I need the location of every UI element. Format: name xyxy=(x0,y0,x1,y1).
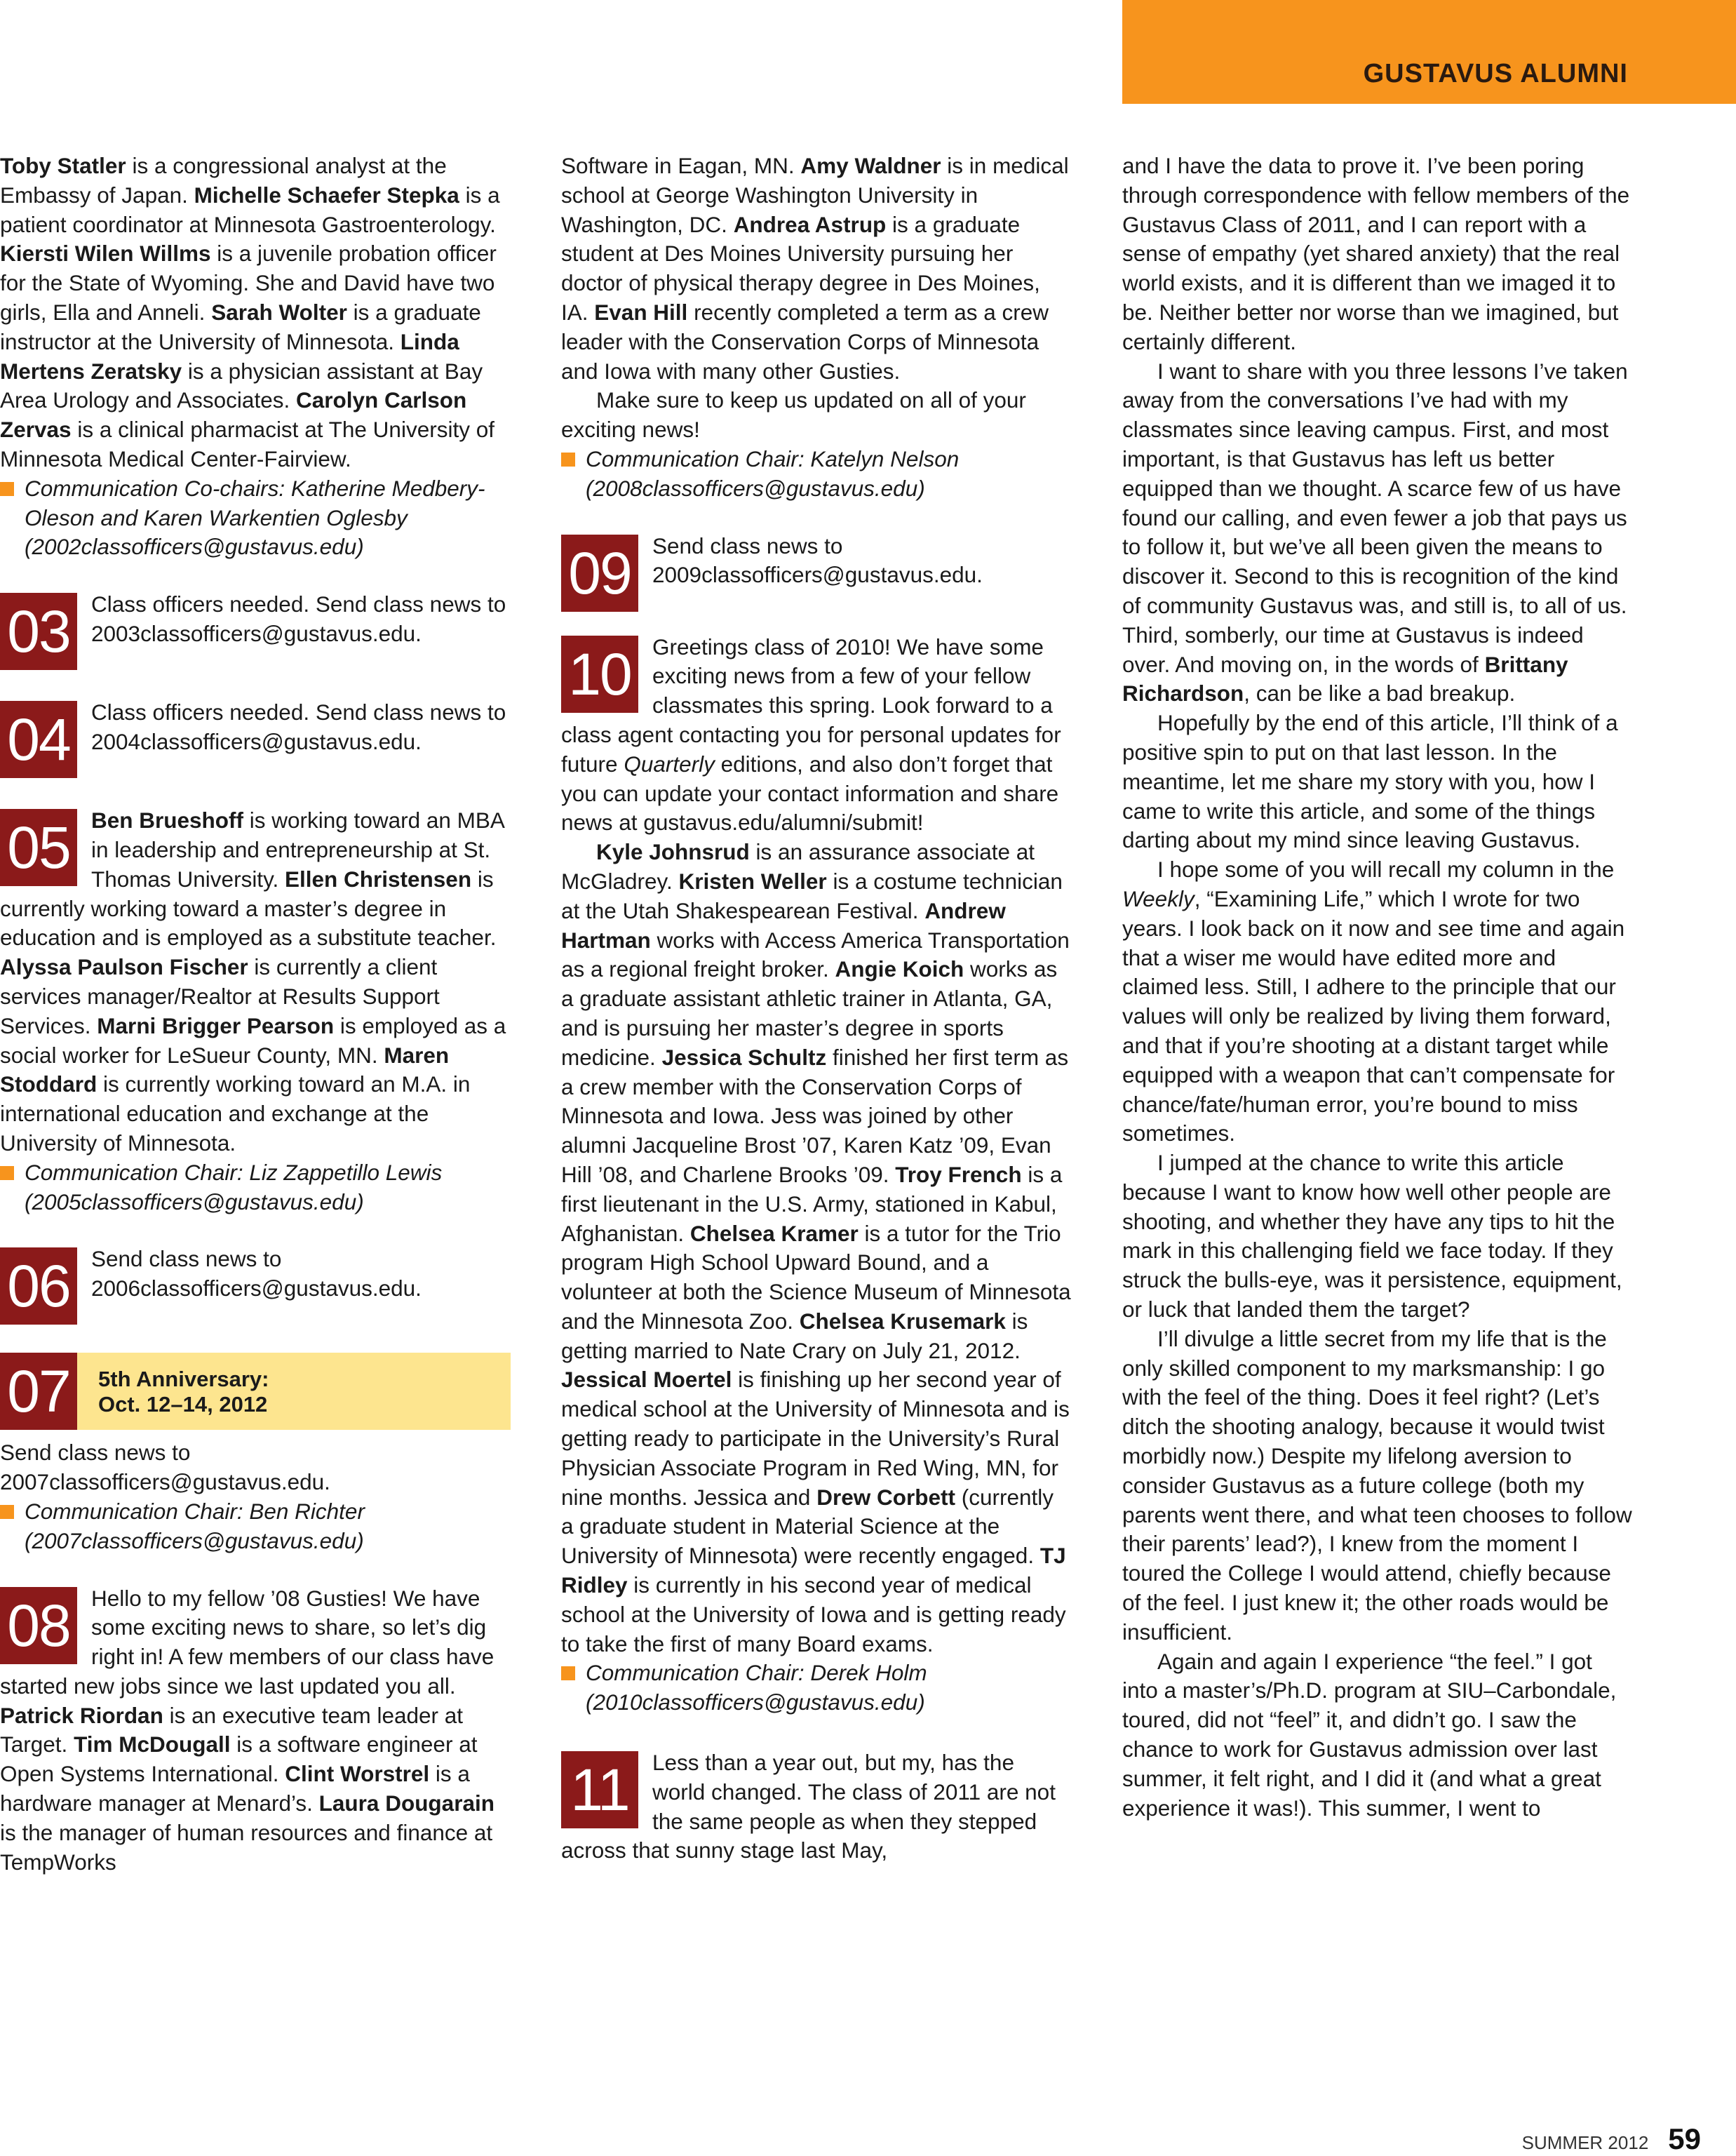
alumni-name: Ellen Christensen xyxy=(284,866,472,892)
body-text: works as a graduate assistant athletic trainer in Atlanta, GA, and is pursuing her master’s degree in sports medicine. xyxy=(561,956,1058,1070)
body-text: Weekly xyxy=(1122,885,1195,911)
communication-chair-2010: Communication Chair: Derek Holm (2010classofficers@gustavus.edu) xyxy=(561,1659,1072,1718)
body-text: is a hardware manager at Menard’s. xyxy=(0,1761,470,1816)
body-text: is currently working toward a master’s degree in education and is employed as a substitute teacher. xyxy=(0,866,497,951)
body-text: Hopefully by the end of this article, I’ll think of a positive spin to put on that last lesson. In the meantime, let me share my story with you, how I came to write this article, and some of the things darting about my mind since leaving Gustavus. xyxy=(1122,710,1618,853)
alumni-name: Andrea Astrup xyxy=(733,211,887,237)
year-badge-06: 06 xyxy=(0,1247,77,1325)
body-text: is a physician assistant at Bay Area Urology and Associates. xyxy=(0,358,483,413)
section-banner xyxy=(1122,0,1736,104)
body-text: I jumped at the chance to write this article because I want to know how well other people are shooting, and whether they have any tips to hit the mark in this challenging field we face today. If they struck the bulls-eye, was it persistence, equipment, or luck that landed them the target? xyxy=(1122,1150,1622,1323)
alumni-name: Drew Corbett xyxy=(816,1484,955,1510)
body-text: is a costume technician at the Utah Shakespearean Festival. xyxy=(561,868,1063,923)
alumni-name: Kristen Weller xyxy=(678,868,827,894)
class-2006-block xyxy=(0,1245,511,1325)
alumni-name: Marni Brigger Pearson xyxy=(97,1012,335,1038)
article-paragraph-2 xyxy=(1122,357,1633,709)
bullet-square-icon xyxy=(0,482,14,496)
year-badge-07: 07 xyxy=(0,1353,77,1430)
year-badge-10: 10 xyxy=(561,636,638,713)
class-2007-text: Send class news to 2007classofficers@gustavus.edu. xyxy=(0,1440,330,1495)
body-text: Greetings class of 2010! We have some exciting news from a few of your fellow classmates this spring. Look forward to a class agent contacting you for personal updates for future xyxy=(561,634,1061,777)
body-text: is a juvenile probation officer for the State of Wyoming. She and David have two girls, Ella and Anneli. xyxy=(0,241,497,325)
class-2010-block xyxy=(561,633,1072,838)
class-2006-text: Send class news to 2006classofficers@gustavus.edu. xyxy=(91,1246,422,1301)
class-2003-text: Class officers needed. Send class news to 2003classofficers@gustavus.edu. xyxy=(91,591,506,646)
body-text: is in medical school at George Washington University in Washington, DC. xyxy=(561,153,1069,237)
body-text: is a software engineer at Open Systems International. xyxy=(0,1732,478,1787)
year-badge-08: 08 xyxy=(0,1587,77,1664)
alumni-name: Chelsea Krusemark xyxy=(799,1308,1006,1334)
class-2008-closing: Make sure to keep us updated on all of your exciting news! xyxy=(561,387,1026,443)
alumni-name: Amy Waldner xyxy=(800,153,941,178)
alumni-name: Tim McDougall xyxy=(74,1732,231,1757)
year-badge-04: 04 xyxy=(0,701,77,778)
body-text: finished her first term as a crew member with the Conservation Corps of Minnesota and Iowa. Jess was joined by other alumni Jacqueline Brost ’07, Karen Katz ’09, Evan Hill ’08, and Charlene Brooks ’09. xyxy=(561,1044,1069,1187)
year-badge-11: 11 xyxy=(561,1751,638,1828)
body-text: is an assurance associate at McGladrey. xyxy=(561,839,1035,894)
alumni-name: Michelle Schaefer Stepka xyxy=(194,182,459,208)
body-text: I want to share with you three lessons I’ve taken away from the conversations I’ve had with my classmates since leaving campus. First, and most important, is that Gustavus has left us better equipped than we thought. A scarce few of us have found our calling, and even fewer a job that pays us to follow it, but we’ve all been given the means to discover it. Second to this is recognition of the kind of community Gustavus was, and still is, to all of us. Third, somberly, our time at Gustavus is indeed over. And moving on, in the words of xyxy=(1122,358,1628,677)
page-number: 59 xyxy=(1668,2122,1701,2155)
body-text: Software in Eagan, MN. xyxy=(561,153,801,178)
body-text: editions, and also don’t forget that you can update your contact information and share news at gustavus.edu/alumni/submit! xyxy=(561,751,1059,836)
alumni-name: Evan Hill xyxy=(594,299,688,325)
alumni-name: TJ Ridley xyxy=(561,1543,1066,1598)
body-text: is a congressional analyst at the Embassy of Japan. xyxy=(0,153,447,208)
body-text: is a first lieutenant in the U.S. Army, stationed in Kabul, Afghanistan. xyxy=(561,1161,1063,1246)
body-text: is a graduate student at Des Moines University pursuing her doctor of physical therapy degree in Des Moines, IA. xyxy=(561,211,1040,325)
bullet-square-icon xyxy=(561,453,575,467)
column-3 xyxy=(1122,152,1633,1823)
class-2009-block xyxy=(561,532,1072,612)
alumni-name: Jessical Moertel xyxy=(561,1367,732,1393)
alumni-name: Carolyn Carlson Zervas xyxy=(0,387,467,443)
year-badge-03: 03 xyxy=(0,593,77,670)
alumni-name: Maren Stoddard xyxy=(0,1042,450,1097)
communication-chair-2008: Communication Chair: Katelyn Nelson (2008classofficers@gustavus.edu) xyxy=(561,445,1072,504)
alumni-name: Linda Mertens Zeratsky xyxy=(0,328,459,384)
body-text: I hope some of you will recall my column in the xyxy=(1157,857,1615,883)
article-paragraph-6 xyxy=(1122,1325,1633,1647)
alumni-name: Laura Dougarain xyxy=(318,1790,494,1816)
body-text: is a tutor for the Trio program High School Upward Bound, and a volunteer at both the Science Museum of Minnesota and the Minnesota Zoo. xyxy=(561,1220,1071,1334)
communication-chair-2007: Communication Chair: Ben Richter (2007classofficers@gustavus.edu) xyxy=(0,1497,511,1556)
body-text: is currently working toward an M.A. in international education and exchange at the University of Minnesota. xyxy=(0,1071,471,1156)
alumni-name: Ben Brueshoff xyxy=(91,808,244,833)
class-2008-continued xyxy=(561,152,1072,386)
body-text: is currently a client services manager/Realtor at Results Support Services. xyxy=(0,954,440,1038)
alumni-name: Alyssa Paulson Fischer xyxy=(0,954,248,980)
body-text: is an executive team leader at Target. xyxy=(0,1702,464,1757)
article-paragraph-4 xyxy=(1122,855,1633,1149)
class-2004-block xyxy=(0,698,511,778)
body-text: I’ll divulge a little secret from my life that is the only skilled component to my marksmanship: I go with the feel of the thing. Does it feel right? (Let’s ditch the shooting analogy, because it would twist morbidly now.) Despite my lifelong aversion to consider Gustavus as a future college (both my parents went there, and what teen chooses to follow their parents’ lead?), I knew from the moment I toured the College I would attend, chiefly because of the feel. I just knew it; the other roads would be insufficient. xyxy=(1122,1325,1632,1645)
column-2 xyxy=(561,152,1072,1866)
issue-label: SUMMER 2012 xyxy=(1521,2132,1649,2153)
year-badge-05: 05 xyxy=(0,809,77,886)
alumni-name: Chelsea Kramer xyxy=(689,1220,859,1246)
body-text: is employed as a social worker for LeSueur County, MN. xyxy=(0,1012,506,1068)
communication-chair-2005: Communication Chair: Liz Zappetillo Lewis (2005classofficers@gustavus.edu) xyxy=(0,1158,511,1217)
body-text: is a clinical pharmacist at The University of Minnesota Medical Center-Fairview. xyxy=(0,417,494,471)
year-badge-09: 09 xyxy=(561,535,638,612)
article-paragraph-5 xyxy=(1122,1149,1633,1325)
body-text: is the manager of human resources and finance at TempWorks xyxy=(0,1819,493,1875)
class-2002-notes xyxy=(0,152,511,474)
class-2011-block xyxy=(561,1748,1072,1866)
body-text: is getting married to Nate Crary on July 21, 2012. xyxy=(561,1308,1028,1363)
body-text: is finishing up her second year of medical school at the University of Minnesota and is getting ready to participate in the University’s Rural Physician Associate Program in Red Wing, MN, for nine months. Jessica and xyxy=(561,1367,1070,1510)
class-2007-anniversary-banner xyxy=(0,1353,511,1430)
body-text: Hello to my fellow ’08 Gusties! We have some exciting news to share, so let’s dig right in! A few members of our class have started new jobs since we last updated you all. xyxy=(0,1585,494,1699)
alumni-name: Kiersti Wilen Willms xyxy=(0,241,211,267)
alumni-name: Toby Statler xyxy=(0,153,126,178)
body-text: is a graduate instructor at the University of Minnesota. xyxy=(0,299,481,354)
column-1 xyxy=(0,152,511,1877)
class-2003-block xyxy=(0,590,511,670)
body-text: is working toward an MBA in leadership and entrepreneurship at St. Thomas University. xyxy=(91,808,504,892)
alumni-name: Andrew Hartman xyxy=(561,897,1006,953)
alumni-name: Troy French xyxy=(895,1161,1022,1187)
class-2008-block xyxy=(0,1584,511,1877)
article-paragraph-7 xyxy=(1122,1647,1633,1823)
body-text: , can be like a bad breakup. xyxy=(1244,681,1516,707)
body-text: recently completed a term as a crew leader with the Conservation Corps of Minnesota and Iowa with many other Gusties. xyxy=(561,299,1049,384)
alumni-name: Jessica Schultz xyxy=(661,1044,827,1070)
alumni-name: Kyle Johnsrud xyxy=(596,839,750,865)
body-text: Quarterly xyxy=(624,751,715,777)
article-paragraph-3 xyxy=(1122,709,1633,855)
page-footer xyxy=(1522,2122,1701,2156)
anniversary-text: 5th Anniversary: Oct. 12–14, 2012 xyxy=(98,1367,269,1417)
class-2005-block xyxy=(0,806,511,1158)
bullet-square-icon xyxy=(561,1666,575,1680)
alumni-name: Angie Koich xyxy=(835,956,964,982)
body-text: is a patient coordinator at Minnesota Gastroenterology. xyxy=(0,182,500,237)
class-2004-text: Class officers needed. Send class news to 2004classofficers@gustavus.edu. xyxy=(91,699,506,754)
section-title: GUSTAVUS ALUMNI xyxy=(1363,59,1628,88)
body-text: is currently in his second year of medical school at the University of Iowa and is getting ready to take the first of many Board exams. xyxy=(561,1572,1066,1656)
alumni-name: Sarah Wolter xyxy=(211,299,347,325)
alumni-name: Clint Worstrel xyxy=(285,1761,430,1787)
body-text: and I have the data to prove it. I’ve been poring through correspondence with fellow members of the Gustavus Class of 2011, and I can report with a sense of empathy (yet shared anxiety) that the real world exists, and it is different than we imaged it to be. Neither better nor worse than we imagined, but certainly different. xyxy=(1122,153,1630,354)
alumni-name: Patrick Riordan xyxy=(0,1702,163,1728)
body-text: works with Access America Transportation as a regional freight broker. xyxy=(561,927,1070,982)
alumni-name: Brittany Richardson xyxy=(1122,651,1568,707)
communication-chair-2002: Communication Co-chairs: Katherine Medbery-Oleson and Karen Warkentien Oglesby (2002classofficers@gustavus.edu) xyxy=(0,474,511,562)
class-2009-text: Send class news to 2009classofficers@gustavus.edu. xyxy=(652,533,983,588)
body-text: Again and again I experience “the feel.” I got into a master’s/Ph.D. program at SIU–Carbondale, toured, did not “feel” it, and didn’t go. I saw the chance to work for Gustavus admission over last summer, it felt right, and I did it (and what a great experience it was!). This summer, I went to xyxy=(1122,1648,1617,1821)
bullet-square-icon xyxy=(0,1505,14,1519)
body-text: , “Examining Life,” which I wrote for two years. I look back on it now and see time and again that a wiser me would have edited more and claimed less. Still, I adhere to the principle that our values will only be realized by living them forward, and that if you’re shooting at a distant target while equipped with a weapon that can’t compensate for chance/fate/human error, you’re bound to miss sometimes. xyxy=(1122,885,1625,1146)
article-paragraph-1 xyxy=(1122,152,1633,357)
body-text: (currently a graduate student in Material Science at the University of Minnesota) were recently engaged. xyxy=(561,1484,1054,1569)
class-2010-notes xyxy=(561,838,1072,1659)
class-2011-text: Less than a year out, but my, has the world changed. The class of 2011 are not the same people as when they stepped across that sunny stage last May, xyxy=(561,1750,1056,1863)
bullet-square-icon xyxy=(0,1166,14,1180)
